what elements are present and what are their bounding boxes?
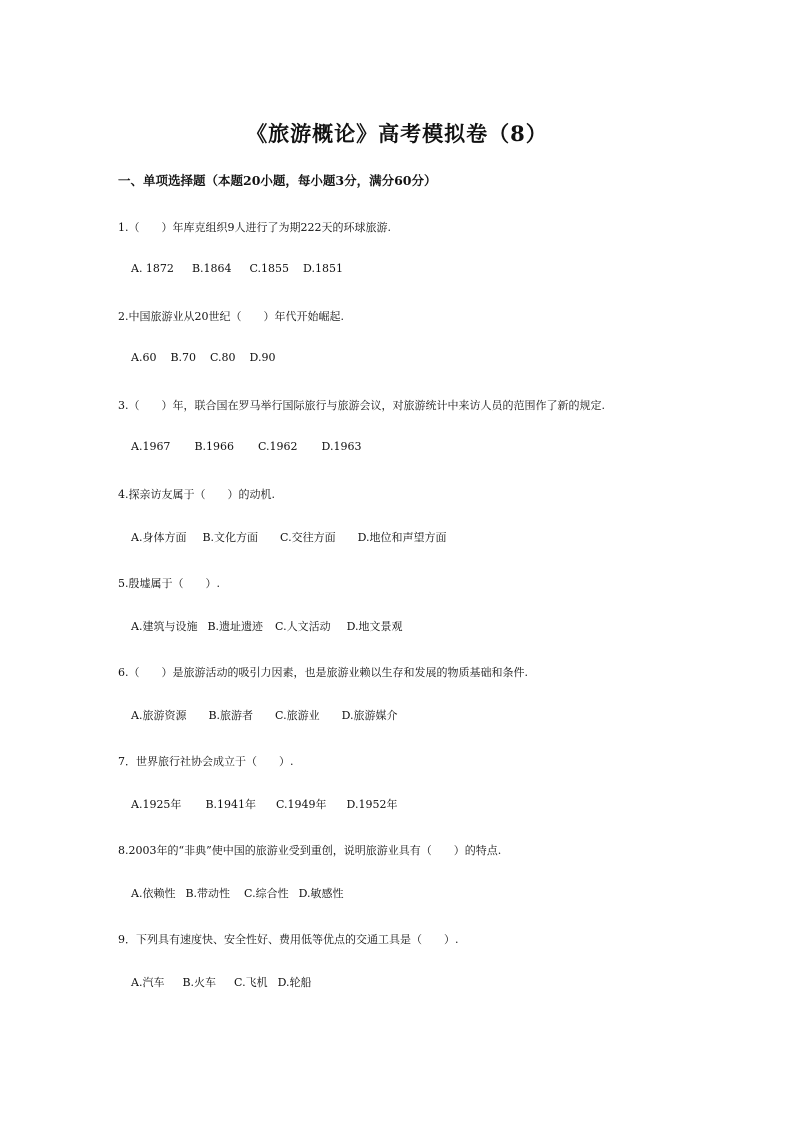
option: A.1925年 xyxy=(131,798,182,811)
question-options xyxy=(131,351,275,364)
section-heading: 一、单项选择题（本题20小题，每小题3分，满分60分） xyxy=(118,173,437,188)
option: C.飞机 xyxy=(234,976,268,989)
question-stem: 7．世界旅行社协会成立于（ ）. xyxy=(118,755,294,768)
question-stem: 3.（ ）年，联合国在罗马举行国际旅行与旅游会议，对旅游统计中来访人员的范围作了新的规定. xyxy=(118,399,605,412)
document-title: 《旅游概论》高考模拟卷（8） xyxy=(246,121,548,146)
option: C.1962 xyxy=(258,440,298,453)
question-options xyxy=(131,262,343,275)
question-stem: 4.探亲访友属于（ ）的动机. xyxy=(118,488,275,501)
option: D.1963 xyxy=(321,440,362,453)
option: A.旅游资源 xyxy=(131,709,187,722)
option: B.70 xyxy=(170,351,197,364)
question-options xyxy=(131,796,397,812)
question-options xyxy=(131,974,312,990)
option: C.人文活动 xyxy=(275,620,331,633)
option: A.建筑与设施 xyxy=(131,620,198,633)
option: A.60 xyxy=(131,351,157,364)
option: D.地位和声望方面 xyxy=(357,531,447,544)
option: B.文化方面 xyxy=(202,531,259,544)
option: D.地文景观 xyxy=(346,620,403,633)
option: D.1952年 xyxy=(346,798,398,811)
option: C.旅游业 xyxy=(275,709,320,722)
option: C.综合性 xyxy=(244,887,289,900)
question-options xyxy=(131,529,447,545)
option: C.80 xyxy=(210,351,236,364)
option: A.汽车 xyxy=(131,976,165,989)
question-stem: 6.（ ）是旅游活动的吸引力因素，也是旅游业赖以生存和发展的物质基础和条件. xyxy=(118,666,528,679)
question-options xyxy=(131,885,344,901)
question-stem: 2.中国旅游业从20世纪（ ）年代开始崛起. xyxy=(118,310,344,323)
option: D.轮船 xyxy=(277,976,312,989)
option: B.旅游者 xyxy=(208,709,254,722)
question-options xyxy=(131,440,361,453)
option: A.依赖性 xyxy=(131,887,176,900)
question-stem: 5.殷墟属于（ ）. xyxy=(118,577,220,590)
option: B.1966 xyxy=(194,440,235,453)
question-options xyxy=(131,618,403,634)
option: B.1864 xyxy=(191,262,232,275)
option: D.旅游媒介 xyxy=(341,709,398,722)
question-stem: 1.（ ）年库克组织9人进行了为期222天的环球旅游. xyxy=(118,221,391,234)
option: C.1949年 xyxy=(276,798,327,811)
option: B.带动性 xyxy=(185,887,231,900)
option: A.1967 xyxy=(131,440,171,453)
option: B.1941年 xyxy=(205,798,257,811)
option: A.身体方面 xyxy=(131,531,187,544)
option: D.敏感性 xyxy=(298,887,344,900)
option: C.1855 xyxy=(249,262,290,275)
option: A. 1872 xyxy=(131,262,174,275)
option: D.1851 xyxy=(303,262,343,275)
question-stem: 8.2003年的“非典”使中国的旅游业受到重创，说明旅游业具有（ ）的特点. xyxy=(118,844,502,857)
option: B.火车 xyxy=(182,976,217,989)
question-options xyxy=(131,707,398,723)
option: C.交往方面 xyxy=(280,531,336,544)
option: D.90 xyxy=(249,351,276,364)
option: B.遗址遗迹 xyxy=(207,620,264,633)
question-stem: 9．下列具有速度快、安全性好、费用低等优点的交通工具是（ ）. xyxy=(118,933,459,946)
